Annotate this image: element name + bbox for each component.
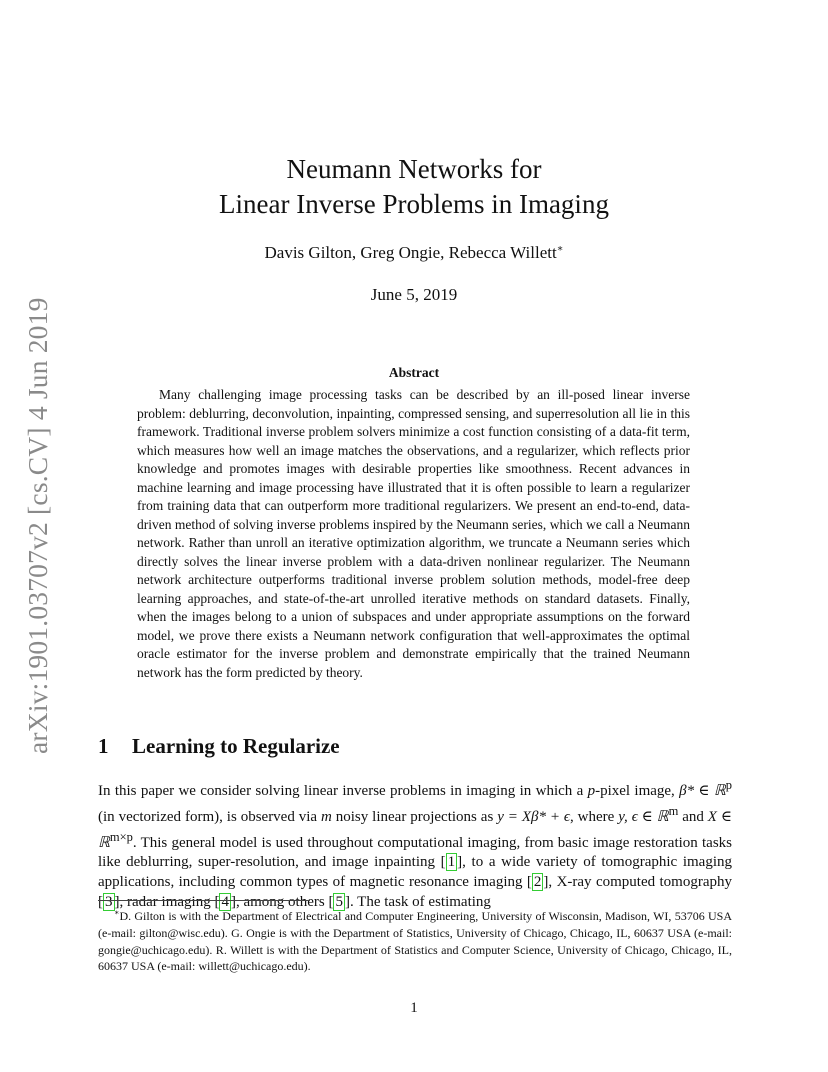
- citation-link[interactable]: 2: [533, 874, 542, 891]
- math-sup-p: p: [725, 778, 732, 792]
- math-sup-m: m: [668, 803, 679, 818]
- intro-text: -pixel image,: [595, 783, 680, 799]
- intro-text: , where: [569, 808, 619, 825]
- abstract-text: Many challenging image processing tasks can be described by an ill-posed linear inverse problem: deblurring, deconvolution, inpainting, compressed sensing, and superresolution all lie in this framework. Traditional inverse problem solvers minimize a cost function consisting of a data-fit term, which measures how well an image matches the observations, and a regularizer, which reflects prior knowledge and promotes images with desirable properties like smoothness. Recent advances in machine learning and image processing have illustrated that it is often possible to learn a regularizer from training data that can outperform more traditional regularizers. We present an end-to-end, data-driven method of solving inverse problems inspired by the Neumann series, which we call a Neumann network. Rather than unroll an iterative optimization algorithm, we truncate a Neumann series which directly solves the linear inverse problem with a data-driven nonlinear regularizer. The Neumann network architecture outperforms traditional inverse problem solution methods, model-free deep learning approaches, and state-of-the-art unrolled iterative methods on standard datasets. Finally, when the images belong to a union of subspaces and under appropriate assumptions on the forward model, we prove there exists a Neumann network configuration that well-approximates the optimal oracle estimator for the inverse problem and demonstrate empirically that the trained Neumann network has the form predicted by theory.: [137, 387, 690, 680]
- authors: [0, 243, 828, 263]
- math-y-eps: y, ϵ ∈ ℝ: [618, 808, 669, 825]
- paper-title-line-1: Neumann Networks for: [286, 154, 542, 184]
- intro-text: , X-ray computed tomography: [548, 874, 732, 891]
- section-title: Learning to Regularize: [132, 734, 340, 758]
- math-m: m: [321, 808, 332, 825]
- math-equation: y = Xβ* + ϵ: [497, 808, 570, 825]
- intro-text: . This general model is used throughout computational imaging, from basic image restoration tasks like deblurring, super-resolution, and image inpainting: [98, 834, 732, 871]
- intro-text: , to a wide variety of tomographic imaging applications, including common types of magnetic resonance imaging: [98, 854, 732, 891]
- abstract-heading: Abstract: [388, 365, 440, 380]
- math-beta: β* ∈ ℝ: [679, 783, 726, 799]
- publication-date: June 5, 2019: [370, 285, 458, 304]
- citation-link[interactable]: 5: [335, 893, 343, 910]
- section-heading: [98, 734, 340, 759]
- intro-text: In this paper we consider solving linear inverse problems in imaging in which a: [98, 783, 588, 799]
- page-number: 1: [410, 1000, 418, 1016]
- intro-text: noisy linear projections as: [331, 808, 498, 825]
- intro-paragraph: In this paper we consider solving linear inverse problems in imaging in which a p-pixel image, β* ∈ ℝ$^p$ (in vectorized form), is observed via m noisy linear projections as y = Xβ* + ϵ, where y, ϵ ∈ ℝ$^m$ and X ∈ ℝ$^{m\times p}$. This general model is used throughout computational imaging, from basic image restoration tasks like deblurring, super-resolution, and image inpainting [ 1 ], to a wide variety of tomographic imaging applications, including common types of magnetic resonance imaging [ 2 ], X-ray computed tomography [ 3 ], radar imaging [ 4 ], among others [ 5 ]. The task of estimating: [98, 778, 732, 910]
- intro-text: and: [678, 808, 708, 825]
- footnote-divider: [98, 900, 310, 901]
- math-X: X ∈ ℝ: [98, 808, 732, 851]
- author-footnote-mark[interactable]: ∗: [556, 243, 564, 255]
- math-p: p: [587, 783, 596, 799]
- citation-link[interactable]: 3: [105, 893, 113, 910]
- intro-text: , radar imaging: [119, 893, 215, 910]
- footnote: [98, 905, 732, 975]
- section-number: 1: [98, 734, 109, 758]
- author-names: Davis Gilton, Greg Ongie, Rebecca Willett: [264, 243, 557, 262]
- intro-text: , among others: [235, 893, 329, 910]
- citation-link[interactable]: 4: [221, 893, 229, 910]
- intro-text: . The task of estimating: [349, 893, 491, 910]
- arxiv-stamp-text: arXiv:1901.03707v2 [cs.CV] 4 Jun 2019: [22, 297, 53, 754]
- paper-title-line-2: Linear Inverse Problems in Imaging: [219, 189, 609, 219]
- math-sup-mxp: m×p: [109, 829, 133, 844]
- intro-text: (in vectorized form), is observed via: [98, 808, 321, 825]
- footnote-mark: ∗: [114, 908, 120, 917]
- footnote-text: D. Gilton is with the Department of Electrical and Computer Engineering, University of Wisconsin, Madison, WI, 53706 USA (e-mail: gilton@wisc.edu). G. Ongie is with the Department of Statistics, University of Chicago, Chicago, IL, 60637 USA (e-mail: gongie@uchicago.edu). R. Willett is with the Department of Statistics and Computer Science, University of Chicago, Chicago, IL, 60637 USA (e-mail: willett@uchicago.edu).: [98, 909, 732, 974]
- citation-link[interactable]: 1: [447, 854, 456, 871]
